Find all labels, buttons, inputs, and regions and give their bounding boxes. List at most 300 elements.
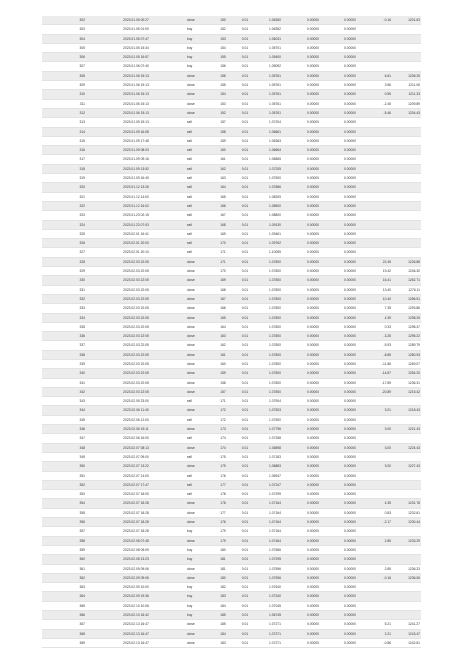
- trade-profit-cell: -11.86: [368, 359, 392, 368]
- row-number-cell: 309: [42, 81, 86, 90]
- trade-time-cell: 2023.01.05 16:57: [86, 53, 186, 62]
- stop-loss-cell: 0.00000: [294, 592, 332, 601]
- order-number-cell: 175: [212, 462, 234, 471]
- trade-history-table: [42, 16, 421, 648]
- order-number-cell: 176: [212, 518, 234, 527]
- trade-time-cell: 2023.02.03 22:05: [86, 359, 186, 368]
- trade-price-cell: 1.05701: [256, 43, 294, 52]
- trade-profit-cell: [368, 397, 392, 406]
- take-profit-cell: 0.00000: [332, 239, 368, 248]
- trade-price-cell: 1.06363: [256, 136, 294, 145]
- table-row: [42, 25, 421, 34]
- trade-time-cell: 2023.02.07 13:22: [86, 462, 186, 471]
- row-number-cell: 350: [42, 462, 86, 471]
- row-number-cell: 319: [42, 174, 86, 183]
- trade-time-cell: 2023.02.03 22:05: [86, 304, 186, 313]
- stop-loss-cell: 0.00000: [294, 397, 332, 406]
- trade-price-cell: 1.07800: [256, 294, 294, 303]
- take-profit-cell: 0.00000: [332, 304, 368, 313]
- trade-size-cell: 0.01: [234, 322, 256, 331]
- trade-profit-cell: [368, 555, 392, 564]
- trade-size-cell: 0.01: [234, 257, 256, 266]
- order-number-cell: 152: [212, 108, 234, 117]
- trade-time-cell: 2023.02.07 09:00: [86, 452, 186, 461]
- table-row: [42, 341, 421, 350]
- order-number-cell: 164: [212, 322, 234, 331]
- trade-size-cell: 0.01: [234, 34, 256, 43]
- account-balance-cell: 1298.47: [392, 322, 421, 331]
- trade-type-cell: close: [186, 267, 212, 276]
- trade-price-cell: 1.08209: [256, 192, 294, 201]
- trade-time-cell: 2023.02.13 16:47: [86, 629, 186, 638]
- table-row: [42, 462, 421, 471]
- account-balance-cell: [392, 164, 421, 173]
- table-row: [42, 183, 421, 192]
- trade-type-cell: close: [186, 322, 212, 331]
- trade-size-cell: 0.01: [234, 471, 256, 480]
- table-row: [42, 425, 421, 434]
- account-balance-cell: 1280.93: [392, 350, 421, 359]
- account-balance-cell: 1298.25: [392, 313, 421, 322]
- take-profit-cell: 0.00000: [332, 480, 368, 489]
- take-profit-cell: 0.00000: [332, 369, 368, 378]
- trade-price-cell: 1.05400: [256, 53, 294, 62]
- trade-time-cell: 2023.02.03 22:05: [86, 257, 186, 266]
- row-number-cell: 334: [42, 313, 86, 322]
- stop-loss-cell: 0.00000: [294, 629, 332, 638]
- account-balance-cell: 1286.51: [392, 294, 421, 303]
- take-profit-cell: 0.00000: [332, 313, 368, 322]
- account-balance-cell: [392, 452, 421, 461]
- trade-price-cell: 1.07340: [256, 592, 294, 601]
- trade-price-cell: 1.07164: [256, 508, 294, 517]
- trade-time-cell: 2023.02.01 20:10: [86, 248, 186, 257]
- account-balance-cell: 1221.43: [392, 425, 421, 434]
- row-number-cell: 322: [42, 201, 86, 210]
- account-balance-cell: 1232.61: [392, 508, 421, 517]
- trade-type-cell: sell: [186, 146, 212, 155]
- stop-loss-cell: 0.00000: [294, 471, 332, 480]
- trade-time-cell: 2023.02.10 10:06: [86, 601, 186, 610]
- trade-time-cell: 2023.02.08 07:48: [86, 536, 186, 545]
- trade-time-cell: 2023.01.23 02:15: [86, 211, 186, 220]
- table-row: [42, 452, 421, 461]
- stop-loss-cell: 0.00000: [294, 211, 332, 220]
- trade-time-cell: 2023.02.07 18:28: [86, 518, 186, 527]
- stop-loss-cell: 0.00000: [294, 294, 332, 303]
- stop-loss-cell: 0.00000: [294, 34, 332, 43]
- row-number-cell: 303: [42, 25, 86, 34]
- stop-loss-cell: 0.00000: [294, 378, 332, 387]
- trade-size-cell: 0.01: [234, 43, 256, 52]
- trade-profit-cell: [368, 211, 392, 220]
- trade-price-cell: 1.07183: [256, 452, 294, 461]
- order-number-cell: 175: [212, 452, 234, 461]
- trade-price-cell: 1.07800: [256, 267, 294, 276]
- trade-time-cell: 2023.01.05 15:34: [86, 43, 186, 52]
- trade-size-cell: 0.01: [234, 425, 256, 434]
- trade-type-cell: close: [186, 108, 212, 117]
- trade-type-cell: close: [186, 276, 212, 285]
- row-number-cell: 314: [42, 127, 86, 136]
- trade-size-cell: 0.01: [234, 53, 256, 62]
- row-number-cell: 323: [42, 211, 86, 220]
- account-balance-cell: 1276.11: [392, 285, 421, 294]
- trade-profit-cell: 0.33: [368, 322, 392, 331]
- table-row: [42, 387, 421, 396]
- order-number-cell: 163: [212, 174, 234, 183]
- stop-loss-cell: 0.00000: [294, 545, 332, 554]
- row-number-cell: 307: [42, 62, 86, 71]
- trade-profit-cell: [368, 611, 392, 620]
- order-number-cell: 167: [212, 211, 234, 220]
- trade-profit-cell: 3.56: [368, 81, 392, 90]
- account-balance-cell: 1293.86: [392, 304, 421, 313]
- trade-price-cell: 1.07866: [256, 183, 294, 192]
- take-profit-cell: 0.00000: [332, 146, 368, 155]
- trade-price-cell: 1.07596: [256, 573, 294, 582]
- take-profit-cell: 0.00000: [332, 638, 368, 647]
- stop-loss-cell: 0.00000: [294, 601, 332, 610]
- take-profit-cell: 0.00000: [332, 34, 368, 43]
- table-row: [42, 71, 421, 80]
- trade-price-cell: 1.06745: [256, 611, 294, 620]
- account-balance-cell: [392, 220, 421, 229]
- trade-price-cell: 1.07164: [256, 518, 294, 527]
- trade-price-cell: 1.07800: [256, 276, 294, 285]
- table-row: [42, 536, 421, 545]
- row-number-cell: 366: [42, 611, 86, 620]
- trade-price-cell: 1.07800: [256, 322, 294, 331]
- stop-loss-cell: 0.00000: [294, 257, 332, 266]
- trade-size-cell: 0.01: [234, 369, 256, 378]
- trade-profit-cell: [368, 583, 392, 592]
- trade-size-cell: 0.01: [234, 601, 256, 610]
- stop-loss-cell: 0.00000: [294, 415, 332, 424]
- table-row: [42, 136, 421, 145]
- trade-size-cell: 0.01: [234, 592, 256, 601]
- trade-profit-cell: 3.01: [368, 406, 392, 415]
- take-profit-cell: 0.00000: [332, 573, 368, 582]
- trade-profit-cell: [368, 239, 392, 248]
- row-number-cell: 325: [42, 229, 86, 238]
- trade-price-cell: 1.07503: [256, 406, 294, 415]
- order-number-cell: 162: [212, 164, 234, 173]
- trade-type-cell: close: [186, 257, 212, 266]
- trade-price-cell: 1.07464: [256, 536, 294, 545]
- trade-profit-cell: [368, 183, 392, 192]
- trade-time-cell: 2023.02.07 18:00: [86, 490, 186, 499]
- order-number-cell: 165: [212, 313, 234, 322]
- table-row: [42, 53, 421, 62]
- table-row: [42, 415, 421, 424]
- trade-price-cell: 1.07500: [256, 174, 294, 183]
- trade-price-cell: 1.05761: [256, 71, 294, 80]
- take-profit-cell: 0.00000: [332, 387, 368, 396]
- trade-price-cell: 1.07800: [256, 304, 294, 313]
- account-balance-cell: 1211.33: [392, 90, 421, 99]
- table-row: [42, 332, 421, 341]
- table-row: [42, 359, 421, 368]
- stop-loss-cell: 0.00000: [294, 369, 332, 378]
- trade-size-cell: 0.01: [234, 462, 256, 471]
- trade-size-cell: 0.01: [234, 25, 256, 34]
- order-number-cell: 156: [212, 71, 234, 80]
- stop-loss-cell: 0.00000: [294, 555, 332, 564]
- trade-time-cell: 2023.02.01 16:41: [86, 229, 186, 238]
- take-profit-cell: 0.00000: [332, 620, 368, 629]
- row-number-cell: 324: [42, 220, 86, 229]
- trade-size-cell: 0.01: [234, 443, 256, 452]
- trade-time-cell: 2023.01.09 09:16: [86, 155, 186, 164]
- trade-size-cell: 0.01: [234, 62, 256, 71]
- trade-profit-cell: 2.85: [368, 564, 392, 573]
- take-profit-cell: 0.00000: [332, 229, 368, 238]
- order-number-cell: 171: [212, 257, 234, 266]
- row-number-cell: 320: [42, 183, 86, 192]
- trade-type-cell: close: [186, 378, 212, 387]
- trade-profit-cell: 10.40: [368, 294, 392, 303]
- account-balance-cell: [392, 43, 421, 52]
- trade-price-cell: 1.07800: [256, 350, 294, 359]
- order-number-cell: 162: [212, 341, 234, 350]
- account-balance-cell: [392, 53, 421, 62]
- row-number-cell: 310: [42, 90, 86, 99]
- trade-profit-cell: [368, 452, 392, 461]
- stop-loss-cell: 0.00000: [294, 62, 332, 71]
- trade-size-cell: 0.01: [234, 527, 256, 536]
- take-profit-cell: 0.00000: [332, 164, 368, 173]
- trade-price-cell: 1.06883: [256, 462, 294, 471]
- stop-loss-cell: 0.00000: [294, 127, 332, 136]
- trade-time-cell: 2023.02.03 22:05: [86, 387, 186, 396]
- trade-price-cell: 1.06031: [256, 34, 294, 43]
- trade-type-cell: buy: [186, 611, 212, 620]
- table-row: [42, 555, 421, 564]
- table-row: [42, 248, 421, 257]
- table-row: [42, 304, 421, 313]
- trade-time-cell: 2023.02.08 09:09: [86, 545, 186, 554]
- table-row: [42, 369, 421, 378]
- trade-price-cell: 1.08800: [256, 211, 294, 220]
- take-profit-cell: 0.00000: [332, 452, 368, 461]
- trade-profit-cell: 7.35: [368, 304, 392, 313]
- trade-time-cell: 2023.01.06 15:13: [86, 90, 186, 99]
- trade-type-cell: sell: [186, 155, 212, 164]
- trade-profit-cell: [368, 527, 392, 536]
- row-number-cell: 353: [42, 490, 86, 499]
- trade-price-cell: 1.06661: [256, 127, 294, 136]
- trade-type-cell: close: [186, 573, 212, 582]
- order-number-cell: 178: [212, 490, 234, 499]
- table-row: [42, 434, 421, 443]
- trade-size-cell: 0.01: [234, 183, 256, 192]
- stop-loss-cell: 0.00000: [294, 25, 332, 34]
- trade-type-cell: close: [186, 443, 212, 452]
- take-profit-cell: 0.00000: [332, 555, 368, 564]
- take-profit-cell: 0.00000: [332, 155, 368, 164]
- trade-size-cell: 0.01: [234, 81, 256, 90]
- stop-loss-cell: 0.00000: [294, 406, 332, 415]
- account-balance-cell: 1211.06: [392, 81, 421, 90]
- trade-type-cell: close: [186, 71, 212, 80]
- trade-type-cell: close: [186, 350, 212, 359]
- take-profit-cell: 0.00000: [332, 201, 368, 210]
- trade-size-cell: 0.01: [234, 378, 256, 387]
- take-profit-cell: 0.00000: [332, 43, 368, 52]
- account-balance-cell: 1231.78: [392, 499, 421, 508]
- trade-profit-cell: [368, 480, 392, 489]
- stop-loss-cell: 0.00000: [294, 81, 332, 90]
- trade-size-cell: 0.01: [234, 545, 256, 554]
- stop-loss-cell: 0.00000: [294, 620, 332, 629]
- trade-size-cell: 0.01: [234, 211, 256, 220]
- take-profit-cell: 0.00000: [332, 257, 368, 266]
- stop-loss-cell: 0.00000: [294, 490, 332, 499]
- trade-size-cell: 0.01: [234, 564, 256, 573]
- trade-price-cell: 1.07796: [256, 425, 294, 434]
- row-number-cell: 313: [42, 118, 86, 127]
- trade-profit-cell: [368, 545, 392, 554]
- trade-type-cell: buy: [186, 34, 212, 43]
- row-number-cell: 364: [42, 592, 86, 601]
- trade-price-cell: 1.07500: [256, 415, 294, 424]
- take-profit-cell: 0.00000: [332, 25, 368, 34]
- trade-size-cell: 0.01: [234, 490, 256, 499]
- table-row: [42, 583, 421, 592]
- take-profit-cell: 0.00000: [332, 564, 368, 573]
- trade-size-cell: 0.01: [234, 99, 256, 108]
- account-balance-cell: [392, 415, 421, 424]
- order-number-cell: 166: [212, 304, 234, 313]
- order-number-cell: 176: [212, 471, 234, 480]
- stop-loss-cell: 0.00000: [294, 53, 332, 62]
- trade-profit-cell: 3.00: [368, 462, 392, 471]
- trade-type-cell: close: [186, 406, 212, 415]
- trade-type-cell: sell: [186, 490, 212, 499]
- row-number-cell: 368: [42, 629, 86, 638]
- trade-time-cell: 2023.02.07 18:28: [86, 527, 186, 536]
- table-row: [42, 81, 421, 90]
- trade-price-cell: 1.07800: [256, 257, 294, 266]
- row-number-cell: 338: [42, 350, 86, 359]
- take-profit-cell: 0.00000: [332, 53, 368, 62]
- row-number-cell: 311: [42, 99, 86, 108]
- table-row: [42, 573, 421, 582]
- trade-type-cell: sell: [186, 452, 212, 461]
- trade-type-cell: close: [186, 341, 212, 350]
- table-row: [42, 471, 421, 480]
- trade-size-cell: 0.01: [234, 350, 256, 359]
- trade-type-cell: close: [186, 99, 212, 108]
- trade-size-cell: 0.01: [234, 16, 256, 25]
- trade-type-cell: sell: [186, 192, 212, 201]
- order-number-cell: 158: [212, 378, 234, 387]
- trade-price-cell: 1.07800: [256, 313, 294, 322]
- trade-price-cell: 1.05092: [256, 62, 294, 71]
- trade-price-cell: 1.06280: [256, 16, 294, 25]
- trade-price-cell: 1.06352: [256, 25, 294, 34]
- trade-type-cell: close: [186, 462, 212, 471]
- trade-type-cell: buy: [186, 25, 212, 34]
- order-number-cell: 167: [212, 294, 234, 303]
- order-number-cell: 159: [212, 136, 234, 145]
- trade-time-cell: 2023.01.09 16:49: [86, 174, 186, 183]
- order-number-cell: 171: [212, 397, 234, 406]
- row-number-cell: 335: [42, 322, 86, 331]
- table-row: [42, 638, 421, 647]
- order-number-cell: 164: [212, 183, 234, 192]
- order-number-cell: 170: [212, 267, 234, 276]
- trade-price-cell: 1.07164: [256, 499, 294, 508]
- account-balance-cell: 1226.88: [392, 257, 421, 266]
- row-number-cell: 348: [42, 443, 86, 452]
- take-profit-cell: 0.00000: [332, 127, 368, 136]
- trade-time-cell: 2023.01.06 15:13: [86, 99, 186, 108]
- take-profit-cell: 0.00000: [332, 350, 368, 359]
- account-balance-cell: [392, 555, 421, 564]
- account-balance-cell: 1204.43: [392, 108, 421, 117]
- trade-time-cell: 2023.02.09 10:00: [86, 583, 186, 592]
- account-balance-cell: [392, 127, 421, 136]
- trade-time-cell: 2023.01.09 17:48: [86, 136, 186, 145]
- trade-size-cell: 0.01: [234, 146, 256, 155]
- trade-time-cell: 2023.01.09 16:08: [86, 127, 186, 136]
- trade-time-cell: 2023.02.06 15:11: [86, 425, 186, 434]
- trade-time-cell: 2023.01.23 07:03: [86, 220, 186, 229]
- table-row: [42, 257, 421, 266]
- table-row: [42, 127, 421, 136]
- trade-price-cell: 1.07800: [256, 332, 294, 341]
- stop-loss-cell: 0.00000: [294, 350, 332, 359]
- take-profit-cell: 0.00000: [332, 62, 368, 71]
- trade-type-cell: close: [186, 518, 212, 527]
- row-number-cell: 345: [42, 415, 86, 424]
- stop-loss-cell: 0.00000: [294, 304, 332, 313]
- trade-profit-cell: -14.87: [368, 369, 392, 378]
- trade-time-cell: 2023.01.12 14:00: [86, 192, 186, 201]
- trade-profit-cell: [368, 118, 392, 127]
- stop-loss-cell: 0.00000: [294, 43, 332, 52]
- trade-time-cell: 2023.02.13 16:47: [86, 620, 186, 629]
- table-row: [42, 294, 421, 303]
- take-profit-cell: 0.00000: [332, 462, 368, 471]
- order-number-cell: 184: [212, 629, 234, 638]
- trade-time-cell: 2023.02.03 22:05: [86, 313, 186, 322]
- trade-size-cell: 0.01: [234, 434, 256, 443]
- account-balance-cell: [392, 174, 421, 183]
- trade-price-cell: 1.07271: [256, 638, 294, 647]
- row-number-cell: 363: [42, 583, 86, 592]
- stop-loss-cell: 0.00000: [294, 425, 332, 434]
- trade-time-cell: 2023.02.03 22:05: [86, 341, 186, 350]
- account-balance-cell: 1224.43: [392, 443, 421, 452]
- account-balance-cell: 1215.42: [392, 387, 421, 396]
- stop-loss-cell: 0.00000: [294, 341, 332, 350]
- take-profit-cell: 0.00000: [332, 192, 368, 201]
- account-balance-cell: [392, 397, 421, 406]
- trade-time-cell: 2023.01.12 13:26: [86, 183, 186, 192]
- order-number-cell: 179: [212, 527, 234, 536]
- trade-time-cell: 2023.02.03 22:05: [86, 285, 186, 294]
- table-row: [42, 43, 421, 52]
- order-number-cell: 150: [212, 16, 234, 25]
- stop-loss-cell: 0.00000: [294, 16, 332, 25]
- account-balance-cell: 1230.44: [392, 518, 421, 527]
- trade-type-cell: sell: [186, 136, 212, 145]
- take-profit-cell: 0.00000: [332, 276, 368, 285]
- trade-profit-cell: -8.85: [368, 350, 392, 359]
